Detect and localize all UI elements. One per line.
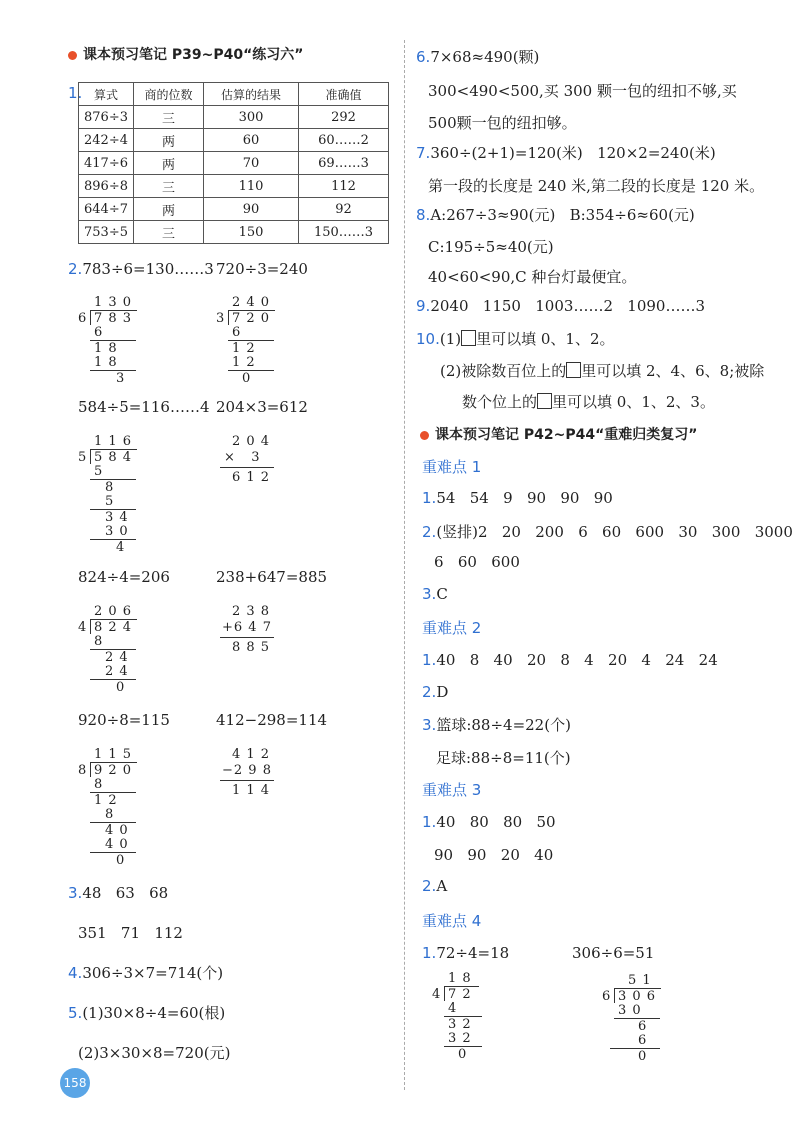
divisor: 6 (78, 311, 88, 326)
q3-line-1 (68, 884, 168, 902)
kp3-q2-number: 2. (422, 877, 437, 895)
quotient: 1 1 5 (94, 747, 133, 762)
step: 4 0 (105, 837, 129, 852)
q7-line-1 (416, 142, 716, 163)
q5-answer-a: (1)30×8÷4=60(根) (82, 1004, 226, 1022)
q7-number: 7. (416, 144, 431, 162)
table-cell: 三 (134, 106, 204, 129)
quotient: 1 1 6 (94, 434, 133, 449)
kp3-q1-answer-b: 90 90 20 40 (434, 846, 554, 864)
remainder: 4 (116, 540, 126, 555)
table-row (79, 152, 389, 175)
table-row (79, 221, 389, 244)
rule-line (614, 1018, 660, 1019)
remainder: 0 (458, 1047, 468, 1062)
q9-number: 9. (416, 297, 431, 315)
q3-answers-2: 351 71 112 (78, 924, 183, 942)
kp1-q1 (422, 489, 613, 507)
step: 3 0 (618, 1003, 642, 1018)
kp3-q1-answer-a: 40 80 80 50 (436, 813, 556, 831)
table-cell: 92 (299, 198, 389, 221)
blank-box-icon (566, 362, 581, 378)
q5-number: 5. (68, 1004, 83, 1022)
kp1-q1-number: 1. (422, 489, 437, 507)
section-title-text: 课本预习笔记 P42~P44“重难归类复习” (435, 427, 698, 443)
kp2-q2-answer: D (436, 683, 449, 701)
q2-eq-f: 238+647=885 (216, 568, 328, 586)
q6-number: 6. (416, 48, 431, 66)
q7-answer-a: 360÷(2+1)=120(米) 120×2=240(米) (430, 144, 716, 162)
kp2-q1-answer: 40 8 40 20 8 4 20 4 24 24 (436, 651, 718, 669)
q8-answer-a: A:267÷3≈90(元) B:354÷6≈60(元) (430, 206, 695, 224)
table-cell: 三 (134, 175, 204, 198)
step: 3 4 (105, 510, 129, 525)
q2-eq-d: 204×3=612 (216, 398, 308, 416)
step: 5 (94, 464, 104, 479)
q6-answer-c: 500颗一包的纽扣够。 (428, 114, 577, 132)
q3-answers-1: 48 63 68 (82, 884, 169, 902)
dividend: 5 8 4 (94, 450, 133, 465)
dividend: 7 2 0 (232, 311, 271, 326)
rule-line (220, 780, 274, 781)
table-header: 估算的结果 (204, 83, 299, 106)
step: 3 0 (105, 524, 129, 539)
quotient: 5 1 (628, 973, 652, 988)
q10-line-3 (462, 391, 715, 412)
table-cell: 644÷7 (79, 198, 134, 221)
table-cell: 417÷6 (79, 152, 134, 175)
kp3-q2-answer: A (436, 877, 448, 895)
q2-line-1 (68, 260, 214, 278)
table-cell: 150 (204, 221, 299, 244)
rule-line (610, 1048, 660, 1049)
divisor: 8 (78, 763, 88, 778)
q2-eq-c: 584÷5=116……4 (78, 398, 210, 416)
table-cell: 两 (134, 129, 204, 152)
table-cell: 300 (204, 106, 299, 129)
divisor: 4 (78, 620, 88, 635)
divisor: 4 (432, 987, 442, 1002)
rule-line (220, 637, 274, 638)
q10-b-suffix: 里可以填 2、4、6、8;被除 (581, 362, 765, 380)
q6-line-1 (416, 46, 539, 67)
step: 3 2 (448, 1031, 472, 1046)
blank-box-icon (537, 393, 552, 409)
kp1-q2 (422, 521, 793, 542)
remainder: 0 (116, 853, 126, 868)
q10-a-suffix: 里可以填 0、1、2。 (476, 330, 615, 348)
table-header: 算式 (79, 83, 134, 106)
q2-number: 2. (68, 260, 83, 278)
kp1-q2-answer-b: 6 60 600 (434, 553, 520, 571)
table-row (79, 175, 389, 198)
table-cell: 90 (204, 198, 299, 221)
quotient: 1 8 (448, 971, 472, 986)
divisor: 5 (78, 450, 88, 465)
kp4-q1-answer-a: 72÷4=18 (436, 944, 510, 962)
table-cell: 69……3 (299, 152, 389, 175)
q2-eq-h: 412−298=114 (216, 711, 328, 729)
q5-answer-b: (2)3×30×8=720(元) (78, 1044, 231, 1062)
step: 8 (105, 807, 115, 822)
step: 4 (448, 1001, 458, 1016)
step: 8 (94, 777, 104, 792)
step: 6 (232, 325, 242, 340)
q9-answer: 2040 1150 1003……2 1090……3 (430, 297, 706, 315)
q8-answer-b: C:195÷5≈40(元) (428, 238, 554, 256)
step: 8 (105, 480, 115, 495)
difference: 1 1 4 (232, 783, 271, 798)
addend: 2 3 8 (232, 604, 271, 619)
q8-line-1 (416, 204, 695, 225)
bullet-icon (68, 51, 77, 60)
step: 1 8 (94, 341, 118, 356)
q10-number: 10. (416, 330, 440, 348)
multiplier: × 3 (224, 450, 261, 465)
divisor: 6 (602, 989, 612, 1004)
step: 8 (94, 634, 104, 649)
kp4-q1-answer-b: 306÷6=51 (572, 944, 655, 962)
remainder: 0 (116, 680, 126, 695)
kp2-q3-answer-a: 篮球:88÷4=22(个) (436, 716, 571, 734)
key-point-2-heading: 重难点 2 (422, 619, 482, 637)
q10-line-2 (440, 360, 764, 381)
q4-number: 4. (68, 964, 83, 982)
q2-eq-a: 783÷6=130……3 (82, 260, 214, 278)
q9-line (416, 297, 705, 315)
q6-answer-b: 300<490<500,买 300 颗一包的纽扣不够,买 (428, 82, 737, 100)
kp1-q3-number: 3. (422, 585, 437, 603)
kp4-q1 (422, 944, 509, 962)
page-number-badge: 158 (60, 1068, 90, 1098)
dividend: 7 2 (448, 987, 472, 1002)
minuend: 4 1 2 (232, 747, 271, 762)
rule-line (90, 539, 136, 540)
kp2-q3 (422, 714, 571, 735)
q10-a-prefix: (1) (439, 330, 462, 348)
step: 1 2 (232, 355, 256, 370)
table-cell: 753÷5 (79, 221, 134, 244)
q10-b-prefix: (2)被除数百位上的 (440, 362, 567, 380)
divisor: 3 (216, 311, 226, 326)
table-cell: 896÷8 (79, 175, 134, 198)
dividend: 7 8 3 (94, 311, 133, 326)
quotient: 1 3 0 (94, 295, 133, 310)
remainder: 0 (638, 1049, 648, 1064)
kp2-q1 (422, 651, 718, 669)
section-title-text: 课本预习笔记 P39~P40“练习六” (83, 47, 304, 63)
addend: +6 4 7 (222, 620, 272, 635)
q2-eq-e: 824÷4=206 (78, 568, 170, 586)
step: 6 (638, 1019, 648, 1034)
q2-eq-b: 720÷3=240 (216, 260, 308, 278)
subtrahend: −2 9 8 (222, 763, 272, 778)
step: 3 2 (448, 1017, 472, 1032)
table-cell: 150……3 (299, 221, 389, 244)
product: 6 1 2 (232, 470, 271, 485)
bullet-icon (420, 431, 429, 440)
table-cell: 292 (299, 106, 389, 129)
q3-number: 3. (68, 884, 83, 902)
q2-eq-g: 920÷8=115 (78, 711, 170, 729)
kp2-q3-answer-b: 足球:88÷8=11(个) (436, 749, 571, 767)
rule-line (228, 370, 274, 371)
remainder: 0 (242, 371, 252, 386)
q7-answer-b: 第一段的长度是 240 米,第二段的长度是 120 米。 (428, 177, 765, 195)
kp2-q3-number: 3. (422, 716, 437, 734)
q8-answer-c: 40<60<90,C 种台灯最便宜。 (428, 268, 637, 286)
kp2-q2-number: 2. (422, 683, 437, 701)
table-header: 商的位数 (134, 83, 204, 106)
kp1-q2-answer-a: (竖排)2 20 200 6 60 600 30 300 3000 (436, 523, 793, 541)
q5-line-1 (68, 1002, 225, 1023)
column-divider (404, 40, 405, 1090)
kp3-q1-number: 1. (422, 813, 437, 831)
quotient: 2 4 0 (232, 295, 271, 310)
q10-c-suffix: 里可以填 0、1、2、3。 (552, 393, 715, 411)
step: 6 (638, 1033, 648, 1048)
table-cell: 60 (204, 129, 299, 152)
table-cell: 242÷4 (79, 129, 134, 152)
table-row (79, 106, 389, 129)
kp1-q2-number: 2. (422, 523, 437, 541)
table-cell: 两 (134, 152, 204, 175)
q1-number: 1. (68, 84, 83, 102)
q4-line (68, 962, 223, 983)
kp1-q1-answer: 54 54 9 90 90 90 (436, 489, 613, 507)
table-cell: 三 (134, 221, 204, 244)
q8-number: 8. (416, 206, 431, 224)
rule-line (90, 679, 136, 680)
step: 2 4 (105, 664, 129, 679)
step: 4 0 (105, 823, 129, 838)
step: 2 4 (105, 650, 129, 665)
dividend: 8 2 4 (94, 620, 133, 635)
quotient: 2 0 6 (94, 604, 133, 619)
rule-line (90, 370, 136, 371)
dividend: 9 2 0 (94, 763, 133, 778)
table-header-row (79, 83, 389, 106)
table-cell: 70 (204, 152, 299, 175)
step: 1 8 (94, 355, 118, 370)
table-cell: 112 (299, 175, 389, 198)
table-cell: 60……2 (299, 129, 389, 152)
key-point-4-heading: 重难点 4 (422, 912, 482, 930)
table-row (79, 198, 389, 221)
table-cell: 110 (204, 175, 299, 198)
step: 1 2 (232, 341, 256, 356)
kp3-q1 (422, 813, 556, 831)
kp4-q1-number: 1. (422, 944, 437, 962)
table-cell: 876÷3 (79, 106, 134, 129)
step: 1 2 (94, 793, 118, 808)
table-row (79, 129, 389, 152)
multiplicand: 2 0 4 (232, 434, 271, 449)
section-title-right (420, 424, 698, 444)
key-point-1-heading: 重难点 1 (422, 458, 482, 476)
sum: 8 8 5 (232, 640, 271, 655)
rule-line (90, 852, 136, 853)
remainder: 3 (116, 371, 126, 386)
key-point-3-heading: 重难点 3 (422, 781, 482, 799)
dividend: 3 0 6 (618, 989, 657, 1004)
kp1-q3 (422, 585, 448, 603)
kp2-q1-number: 1. (422, 651, 437, 669)
estimate-table (78, 82, 389, 244)
q10-line-1 (416, 328, 615, 349)
kp3-q2 (422, 877, 447, 895)
rule-line (220, 467, 274, 468)
q10-c-prefix: 数个位上的 (462, 393, 538, 411)
table-cell: 两 (134, 198, 204, 221)
step: 6 (94, 325, 104, 340)
q4-answer: 306÷3×7=714(个) (82, 964, 224, 982)
kp2-q2 (422, 683, 448, 701)
table-header: 准确值 (299, 83, 389, 106)
q6-answer-a: 7×68≈490(颗) (430, 48, 540, 66)
blank-box-icon (461, 330, 476, 346)
kp1-q3-answer: C (436, 585, 448, 603)
section-title-left (68, 44, 304, 64)
step: 5 (105, 494, 115, 509)
